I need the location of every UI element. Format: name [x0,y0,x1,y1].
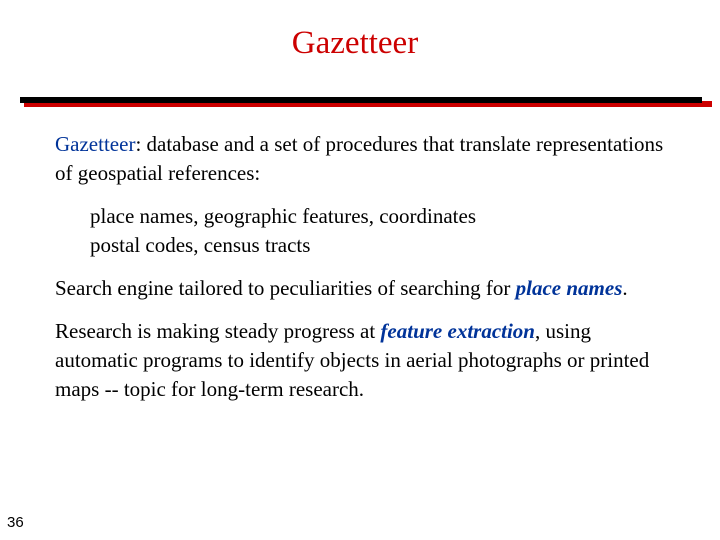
definition-term: Gazetteer [55,132,136,156]
reference-types-list [90,202,675,260]
place-names-emphasis: place names [515,276,623,300]
research-end: , using automatic programs to identify objects in aerial photographs or printed maps -- topic for long-term research. [55,319,650,401]
search-engine-end: . [622,276,628,300]
list-item: postal codes, census tracts [90,233,311,257]
list-item: place names, geographic features, coordinates [90,204,476,228]
title-rule [20,97,702,103]
definition-text: : database and a set of procedures that translate representations of geospatial references: [55,132,664,185]
search-engine-text: Search engine tailored to peculiarities of searching for [55,276,516,300]
search-engine-paragraph [55,274,675,303]
research-text: Research is making steady progress at [55,319,381,343]
page-number: 36 [7,514,24,531]
definition-paragraph [55,130,675,188]
slide-title: Gazetteer [291,25,419,61]
slide-content [55,130,675,404]
feature-extraction-emphasis: feature extraction [380,319,535,343]
research-paragraph [55,317,675,404]
